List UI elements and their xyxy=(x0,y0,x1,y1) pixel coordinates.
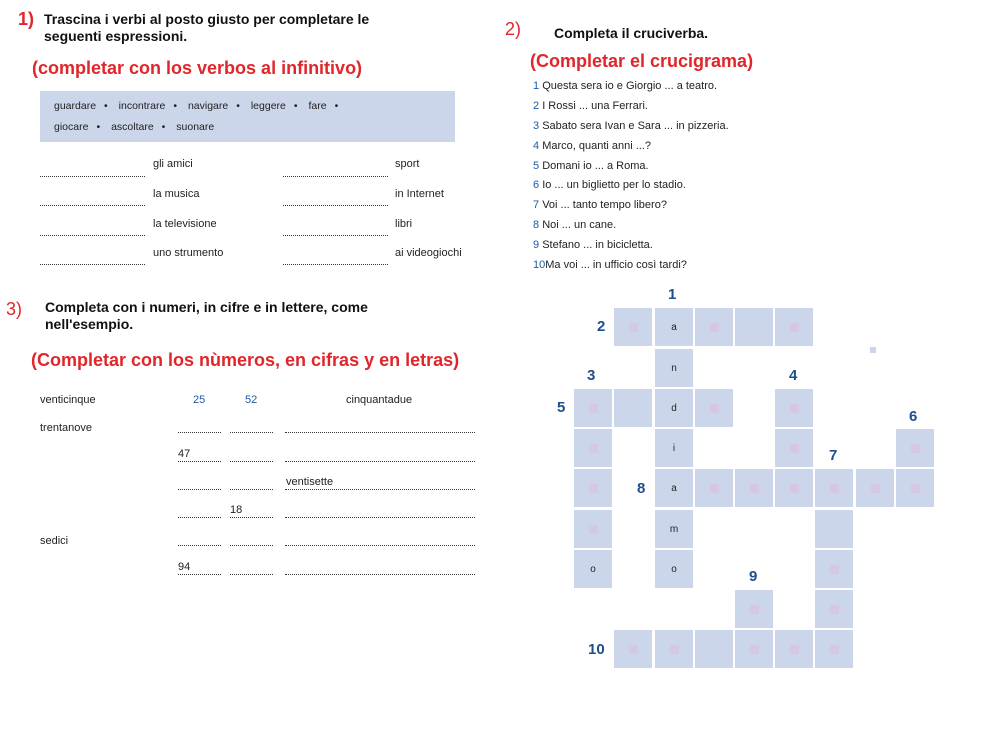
verb-chip[interactable]: suonare xyxy=(176,121,215,133)
ex3-instruction-line2: nell'esempio. xyxy=(45,316,134,332)
crossword-cell[interactable] xyxy=(775,469,813,507)
crossword-cell[interactable] xyxy=(574,510,612,548)
letters-field[interactable] xyxy=(285,517,475,518)
grid-number: 2 xyxy=(597,318,606,335)
crossword-cell[interactable] xyxy=(735,469,773,507)
digits-field[interactable] xyxy=(230,574,273,575)
ex1-instruction-line2: seguenti espressioni. xyxy=(44,28,188,44)
crossword-cell[interactable]: d xyxy=(655,389,693,427)
expression-item: ai videogiochi xyxy=(395,247,462,259)
drop-slot[interactable] xyxy=(283,205,388,206)
crossword-cell[interactable] xyxy=(614,630,652,668)
grid-number: 5 xyxy=(557,399,566,416)
crossword-cell[interactable] xyxy=(856,469,894,507)
crossword-cell[interactable] xyxy=(775,429,813,467)
crossword-cell[interactable] xyxy=(655,630,693,668)
crossword-cell[interactable] xyxy=(695,630,733,668)
verb-chip[interactable]: guardare xyxy=(54,100,97,112)
clue-item: 1 Questa sera io e Giorgio ... a teatro. xyxy=(533,80,718,92)
number-word: trentanove xyxy=(40,422,92,434)
expression-item: sport xyxy=(395,158,420,170)
digits-field[interactable] xyxy=(230,545,273,546)
grid-number: 7 xyxy=(829,447,838,464)
grid-number: 1 xyxy=(668,286,677,303)
verb-bank xyxy=(40,91,455,142)
expression-item: in Internet xyxy=(395,188,444,200)
grid-number: 4 xyxy=(789,367,798,384)
digits-field[interactable] xyxy=(178,517,221,518)
letters-field[interactable] xyxy=(285,574,475,575)
clue-item: 4 Marco, quanti anni ...? xyxy=(533,140,652,152)
crossword-cell[interactable]: m xyxy=(655,510,693,548)
crossword-cell[interactable]: a xyxy=(655,469,693,507)
digits-value: 18 xyxy=(230,504,243,516)
crossword-cell[interactable]: a xyxy=(655,308,693,346)
verb-chip[interactable]: leggere xyxy=(250,100,286,112)
digits-value: 47 xyxy=(178,448,191,460)
crossword-cell[interactable] xyxy=(614,389,652,427)
digits-field[interactable] xyxy=(178,545,221,546)
drop-slot[interactable] xyxy=(283,176,388,177)
expression-item: gli amici xyxy=(153,158,193,170)
drop-slot[interactable] xyxy=(283,264,388,265)
crossword-cell[interactable]: i xyxy=(655,429,693,467)
crossword-cell[interactable]: n xyxy=(655,349,693,387)
letters-field[interactable] xyxy=(285,432,475,433)
drop-slot[interactable] xyxy=(40,205,145,206)
crossword-cell[interactable] xyxy=(614,308,652,346)
letters-field[interactable] xyxy=(285,489,475,490)
clue-item: 3 Sabato sera Ivan e Sara ... in pizzeria. xyxy=(533,120,729,132)
clue-item: 9 Stefano ... in bicicletta. xyxy=(533,239,653,251)
crossword-cell[interactable] xyxy=(815,630,853,668)
grid-number: 8 xyxy=(637,480,646,497)
grid-number: 9 xyxy=(749,568,758,585)
verb-chip[interactable]: giocare xyxy=(54,121,89,133)
digits-field[interactable] xyxy=(178,461,221,462)
clue-item: 7 Voi ... tanto tempo libero? xyxy=(533,199,667,211)
grid-number: 10 xyxy=(588,641,605,658)
crossword-cell[interactable] xyxy=(775,308,813,346)
clue-item: 2 I Rossi ... una Ferrari. xyxy=(533,100,648,112)
verb-chip[interactable]: fare xyxy=(308,100,327,112)
drop-slot[interactable] xyxy=(40,176,145,177)
ex2-number: 2) xyxy=(505,19,522,39)
ex1-number: 1) xyxy=(18,9,35,29)
digits-field[interactable] xyxy=(178,574,221,575)
clue-item: 5 Domani io ... a Roma. xyxy=(533,160,649,172)
ex3-spanish: (Completar con los nùmeros, en cifras y en letras) xyxy=(31,350,460,370)
ex3-instruction xyxy=(45,299,368,333)
digits-field[interactable] xyxy=(230,432,273,433)
digits-value: 25 xyxy=(193,394,206,406)
crossword-cell[interactable] xyxy=(775,630,813,668)
crossword-cell[interactable] xyxy=(815,510,853,548)
digits-field[interactable] xyxy=(230,489,273,490)
crossword-cell[interactable] xyxy=(574,429,612,467)
grid-number: 6 xyxy=(909,408,918,425)
expression-item: la musica xyxy=(153,188,200,200)
number-word: cinquantadue xyxy=(346,394,413,406)
digits-value: 52 xyxy=(245,394,258,406)
crossword-cell[interactable] xyxy=(815,550,853,588)
drop-slot[interactable] xyxy=(40,264,145,265)
ex2-spanish: (Completar el crucigrama) xyxy=(530,51,754,71)
expression-item: la televisione xyxy=(153,218,217,230)
number-word: venticinque xyxy=(40,394,96,406)
crossword-cell[interactable] xyxy=(735,308,773,346)
crossword-cell[interactable]: o xyxy=(655,550,693,588)
letters-field[interactable] xyxy=(285,545,475,546)
crossword-cell[interactable] xyxy=(574,469,612,507)
crossword-cell[interactable]: o xyxy=(574,550,612,588)
digits-field[interactable] xyxy=(230,517,273,518)
decorative-square xyxy=(870,347,876,353)
digits-field[interactable] xyxy=(230,461,273,462)
digits-value: 94 xyxy=(178,561,191,573)
ex3-number: 3) xyxy=(6,299,23,319)
crossword-cell[interactable] xyxy=(574,389,612,427)
number-word: ventisette xyxy=(286,476,334,488)
digits-field[interactable] xyxy=(178,432,221,433)
crossword-cell[interactable] xyxy=(695,469,733,507)
expression-item: libri xyxy=(395,218,413,230)
ex1-instruction-line1: Trascina i verbi al posto giusto per completare le xyxy=(44,11,370,27)
verb-bank-row1: guardare • incontrare • navigare • leggere • fare • xyxy=(54,100,339,112)
verb-chip[interactable]: navigare xyxy=(187,100,229,112)
crossword-cell[interactable] xyxy=(695,389,733,427)
ex1-spanish: (completar con los verbos al infinitivo) xyxy=(32,58,363,78)
clue-item: 8 Noi ... un cane. xyxy=(533,219,617,231)
crossword-cell[interactable] xyxy=(735,630,773,668)
letters-field[interactable] xyxy=(285,461,475,462)
ex1-instruction xyxy=(44,11,369,45)
expression-item: uno strumento xyxy=(153,247,224,259)
crossword-cell[interactable] xyxy=(896,469,934,507)
clue-item: 6 Io ... un biglietto per lo stadio. xyxy=(533,179,686,191)
crossword-cell[interactable] xyxy=(896,429,934,467)
verb-chip[interactable]: ascoltare xyxy=(111,121,154,133)
verb-chip[interactable]: incontrare xyxy=(118,100,166,112)
crossword-cell[interactable] xyxy=(695,308,733,346)
drop-slot[interactable] xyxy=(40,235,145,236)
grid-number: 3 xyxy=(587,367,596,384)
ex3-instruction-line1: Completa con i numeri, in cifre e in lettere, come xyxy=(45,299,368,315)
drop-slot[interactable] xyxy=(283,235,388,236)
digits-field[interactable] xyxy=(178,489,221,490)
crossword-cell[interactable] xyxy=(735,590,773,628)
number-word: sedici xyxy=(40,535,69,547)
crossword-cell[interactable] xyxy=(815,590,853,628)
ex2-instruction: Completa il cruciverba. xyxy=(554,25,709,41)
clue-item: 10Ma voi ... in ufficio così tardi? xyxy=(533,259,687,271)
verb-bank-row2: giocare • ascoltare • suonare xyxy=(54,121,215,133)
crossword-cell[interactable] xyxy=(775,389,813,427)
crossword-cell[interactable] xyxy=(815,469,853,507)
